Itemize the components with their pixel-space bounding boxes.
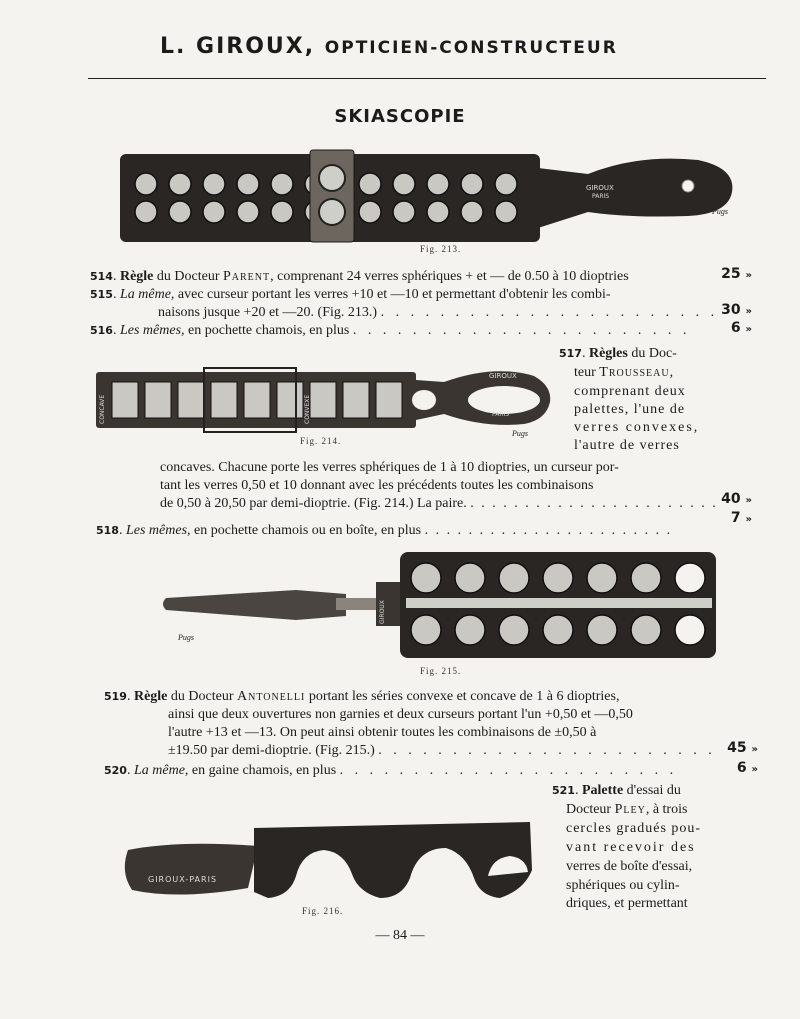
item-514-number: 514: [90, 270, 113, 283]
price-515: [712, 302, 752, 318]
item-519-text1: du Docteur: [167, 689, 237, 704]
lens: [343, 382, 369, 418]
lens: [411, 615, 441, 645]
item-518-lead: Les mêmes,: [125, 523, 191, 538]
lens: [393, 201, 415, 223]
fig214-caption: Fig. 214.: [300, 436, 342, 446]
lens: [499, 563, 529, 593]
lens: [455, 615, 485, 645]
item-518-line1: en pochette chamois ou en boîte, en plus: [190, 523, 422, 538]
fig213-signature: Pugs: [712, 207, 728, 216]
lens: [112, 382, 138, 418]
lens: [178, 382, 204, 418]
item-517-lead: Règles: [588, 346, 628, 361]
lens: [271, 201, 293, 223]
lens: [211, 382, 237, 418]
lens: [675, 615, 705, 645]
header-prefix: L. GIROUX,: [160, 34, 316, 59]
dot-leader: . . . . . . . . . . . . . . . . . . . . . . .: [352, 323, 691, 338]
item-517-wide-2: de 0,50 à 20,50 par demi-dioptrie. (Fig. 214.) La paire.: [160, 496, 467, 511]
header-rule: [88, 78, 766, 79]
item-517-doctor-line: [574, 364, 673, 382]
item-521-doc-prefix: Docteur: [566, 802, 615, 817]
item-517-wide-0: concaves. Chacune porte les verres sphériques de 1 à 10 dioptries, un curseur por-: [160, 460, 619, 475]
item-521: 521. Palette d'essai du: [552, 783, 681, 798]
item-519-line-1: l'autre +13 et —13. On peut ainsi obtenir toutes les combinaisons de ±0,50 à: [168, 725, 597, 740]
item-514: 514. Règle du Docteur Parent, comprenant 24 verres sphériques + et — de 0.50 à 10 dioptries: [90, 269, 629, 284]
price-suffix: »: [751, 764, 758, 775]
item-521-lead: Palette: [581, 783, 624, 798]
price-suffix: »: [751, 744, 758, 755]
price-suffix: »: [745, 514, 752, 525]
lens: [237, 173, 259, 195]
item-517-number: 517: [559, 347, 582, 360]
lens: [427, 201, 449, 223]
lens: [543, 615, 573, 645]
figure-215-antonelli-rule: [156, 546, 722, 664]
item-515-number: 515: [90, 288, 113, 301]
item-520-lead: La même,: [133, 763, 189, 778]
item-514-text1: du Docteur: [153, 269, 223, 284]
fig213-brand: GIROUX: [586, 184, 614, 192]
fig216-caption: Fig. 216.: [302, 906, 344, 916]
fig214-brand: GIROUX: [489, 372, 517, 380]
price-519: [718, 740, 758, 756]
lens: [495, 201, 517, 223]
lens: [310, 382, 336, 418]
lens: [135, 173, 157, 195]
item-514-doctor: Parent: [223, 269, 271, 284]
lens: [359, 173, 381, 195]
lens: [427, 173, 449, 195]
item-520: 520. La même, en gaine chamois, en plus . . . . . . . . . . . . . . . . . . . . . . .: [104, 763, 678, 778]
item-516: 516. Les mêmes, en pochette chamois, en plus . . . . . . . . . . . . . . . . . . . . . . .: [90, 323, 691, 338]
price-514: [712, 266, 752, 282]
lens: [203, 201, 225, 223]
item-515-cont: [158, 304, 718, 322]
price-518-value: 7: [730, 510, 741, 526]
fig216-brand: GIROUX-PARIS: [148, 875, 218, 884]
price-520: [718, 760, 758, 776]
item-515-lead: La même,: [119, 287, 175, 302]
lens: [455, 563, 485, 593]
item-521-tail: d'essai du: [623, 783, 681, 798]
price-suffix: »: [745, 306, 752, 317]
page-number: — 84 —: [375, 928, 425, 943]
fig213-caption: Fig. 213.: [420, 244, 462, 254]
item-521-doc-suffix: , à trois: [645, 802, 688, 817]
lens: [237, 201, 259, 223]
figure-214-trousseau-rules: [94, 362, 554, 438]
item-519-line-2-wrap: [168, 742, 716, 760]
lens: [203, 173, 225, 195]
item-517-wide-2-wrap: [160, 495, 718, 513]
lens: [376, 382, 402, 418]
lens: [631, 563, 661, 593]
dot-leader: . . . . . . . . . . . . . . . . . . . . . . .: [424, 523, 673, 538]
item-519-doctor: Antonelli: [237, 689, 306, 704]
item-519-line-2: ±19.50 par demi-dioptrie. (Fig. 215.): [168, 743, 375, 758]
lens: [393, 173, 415, 195]
item-517-wide-1: tant les verres 0,50 et 10 donnant avec les précédents toutes les combinaisons: [160, 478, 594, 493]
lens: [675, 563, 705, 593]
dot-leader: . . . . . . . . . . . . . . . . . . . . . . .: [380, 305, 719, 320]
fig214-brand-sub: PARIS: [492, 411, 510, 418]
item-517: 517. Règles du Doc-: [559, 346, 677, 361]
price-suffix: »: [745, 324, 752, 335]
item-521-line-2: verres de boîte d'essai,: [566, 859, 693, 874]
lens: [543, 563, 573, 593]
item-521-line-0: cercles gradués pou-: [566, 821, 702, 836]
fig213-brand-sub: PARIS: [592, 193, 610, 200]
price-517-value: 40: [721, 491, 741, 507]
lens: [461, 201, 483, 223]
item-521-line-1: vant recevoir des: [566, 840, 696, 855]
item-519-number: 519: [104, 690, 127, 703]
lens: [135, 201, 157, 223]
item-518: 518. Les mêmes, en pochette chamois ou en boîte, en plus . . . . . . . . . . . . . . . . . . . . . . .: [96, 523, 673, 538]
item-517-narrow-1: palettes, l'une de: [574, 402, 686, 417]
page-header: [160, 34, 618, 59]
item-521-line-3: sphériques ou cylin-: [566, 878, 680, 893]
item-515-line1: avec curseur portant les verres +10 et —10 et permettant d'obtenir les combi-: [174, 287, 611, 302]
fig214-label-a: CONCAVE: [99, 394, 106, 424]
fig214-lens-boxes: [112, 382, 402, 418]
section-title: SKIASCOPIE: [334, 106, 466, 127]
lens: [169, 201, 191, 223]
lens: [411, 563, 441, 593]
item-516-lead: Les mêmes,: [119, 323, 185, 338]
item-516-line1: en pochette chamois, en plus: [184, 323, 350, 338]
item-518-number: 518: [96, 524, 119, 537]
dot-leader: . . . . . . . . . . . . . . . . . . . . . . .: [339, 763, 678, 778]
item-519-text2: portant les séries convexe et concave de 1 à 6 dioptries,: [305, 689, 620, 704]
item-517-doc-suffix: ,: [669, 365, 674, 380]
item-517-narrow-0: comprenant deux: [574, 384, 686, 399]
price-515-value: 30: [721, 302, 741, 318]
lens: [277, 382, 303, 418]
price-516: [712, 320, 752, 336]
price-suffix: »: [745, 495, 752, 506]
lens: [499, 615, 529, 645]
item-517-narrow-2: verres convexes,: [574, 420, 700, 435]
lens: [587, 615, 617, 645]
lens: [169, 173, 191, 195]
lens: [271, 173, 293, 195]
item-519-lead: Règle: [133, 689, 168, 704]
item-521-doctor-line: [566, 801, 687, 819]
dot-leader: . . . . . . . . . . . . . . . . . . . . . . .: [378, 743, 716, 758]
lens: [359, 201, 381, 223]
price-suffix: »: [745, 270, 752, 281]
item-514-lead: Règle: [119, 269, 154, 284]
price-519-value: 45: [727, 740, 747, 756]
price-520-value: 6: [736, 760, 747, 776]
price-514-value: 25: [721, 266, 741, 282]
item-520-line1: en gaine chamois, en plus: [188, 763, 337, 778]
lens: [461, 173, 483, 195]
lens: [631, 615, 661, 645]
lens: [244, 382, 270, 418]
item-521-line-4: driques, et permettant: [566, 896, 688, 911]
figure-213-parent-rule: [118, 146, 738, 248]
price-518: [712, 510, 752, 526]
item-515: 515. La même, avec curseur portant les verres +10 et —10 et permettant d'obtenir les combi-: [90, 287, 611, 302]
item-515-line2: naisons jusque +20 et —20. (Fig. 213.): [158, 305, 378, 320]
lens: [495, 173, 517, 195]
price-516-value: 6: [730, 320, 741, 336]
item-517-tail: du Doc-: [627, 346, 677, 361]
item-520-number: 520: [104, 764, 127, 777]
item-517-doctor: Trousseau: [599, 365, 670, 380]
header-title: OPTICIEN-CONSTRUCTEUR: [324, 38, 618, 58]
fig214-label-b: CONVEXE: [304, 394, 311, 424]
item-516-number: 516: [90, 324, 113, 337]
item-521-number: 521: [552, 784, 575, 797]
fig215-caption: Fig. 215.: [420, 666, 462, 676]
price-517: [712, 491, 752, 507]
item-519: 519. Règle du Docteur Antonelli portant les séries convexe et concave de 1 à 6 dioptries,: [104, 689, 620, 704]
fig214-signature: Pugs: [512, 429, 528, 438]
lens: [145, 382, 171, 418]
fig215-signature: Pugs: [178, 633, 194, 642]
item-514-text2: , comprenant 24 verres sphériques + et — de 0.50 à 10 dioptries: [270, 269, 629, 284]
item-519-line-0: ainsi que deux ouvertures non garnies et deux curseurs portant l'un +0,50 et —0,50: [168, 707, 633, 722]
item-521-doctor: Pley: [614, 802, 646, 817]
figure-216-pley-palette: [118, 818, 548, 914]
lens: [587, 563, 617, 593]
item-517-doc-prefix: teur: [574, 365, 600, 380]
dot-leader: . . . . . . . . . . . . . . . . . . . . . . .: [470, 496, 718, 511]
item-517-narrow-3: l'autre de verres: [574, 438, 680, 453]
fig215-brand: GIROUX: [379, 600, 386, 624]
